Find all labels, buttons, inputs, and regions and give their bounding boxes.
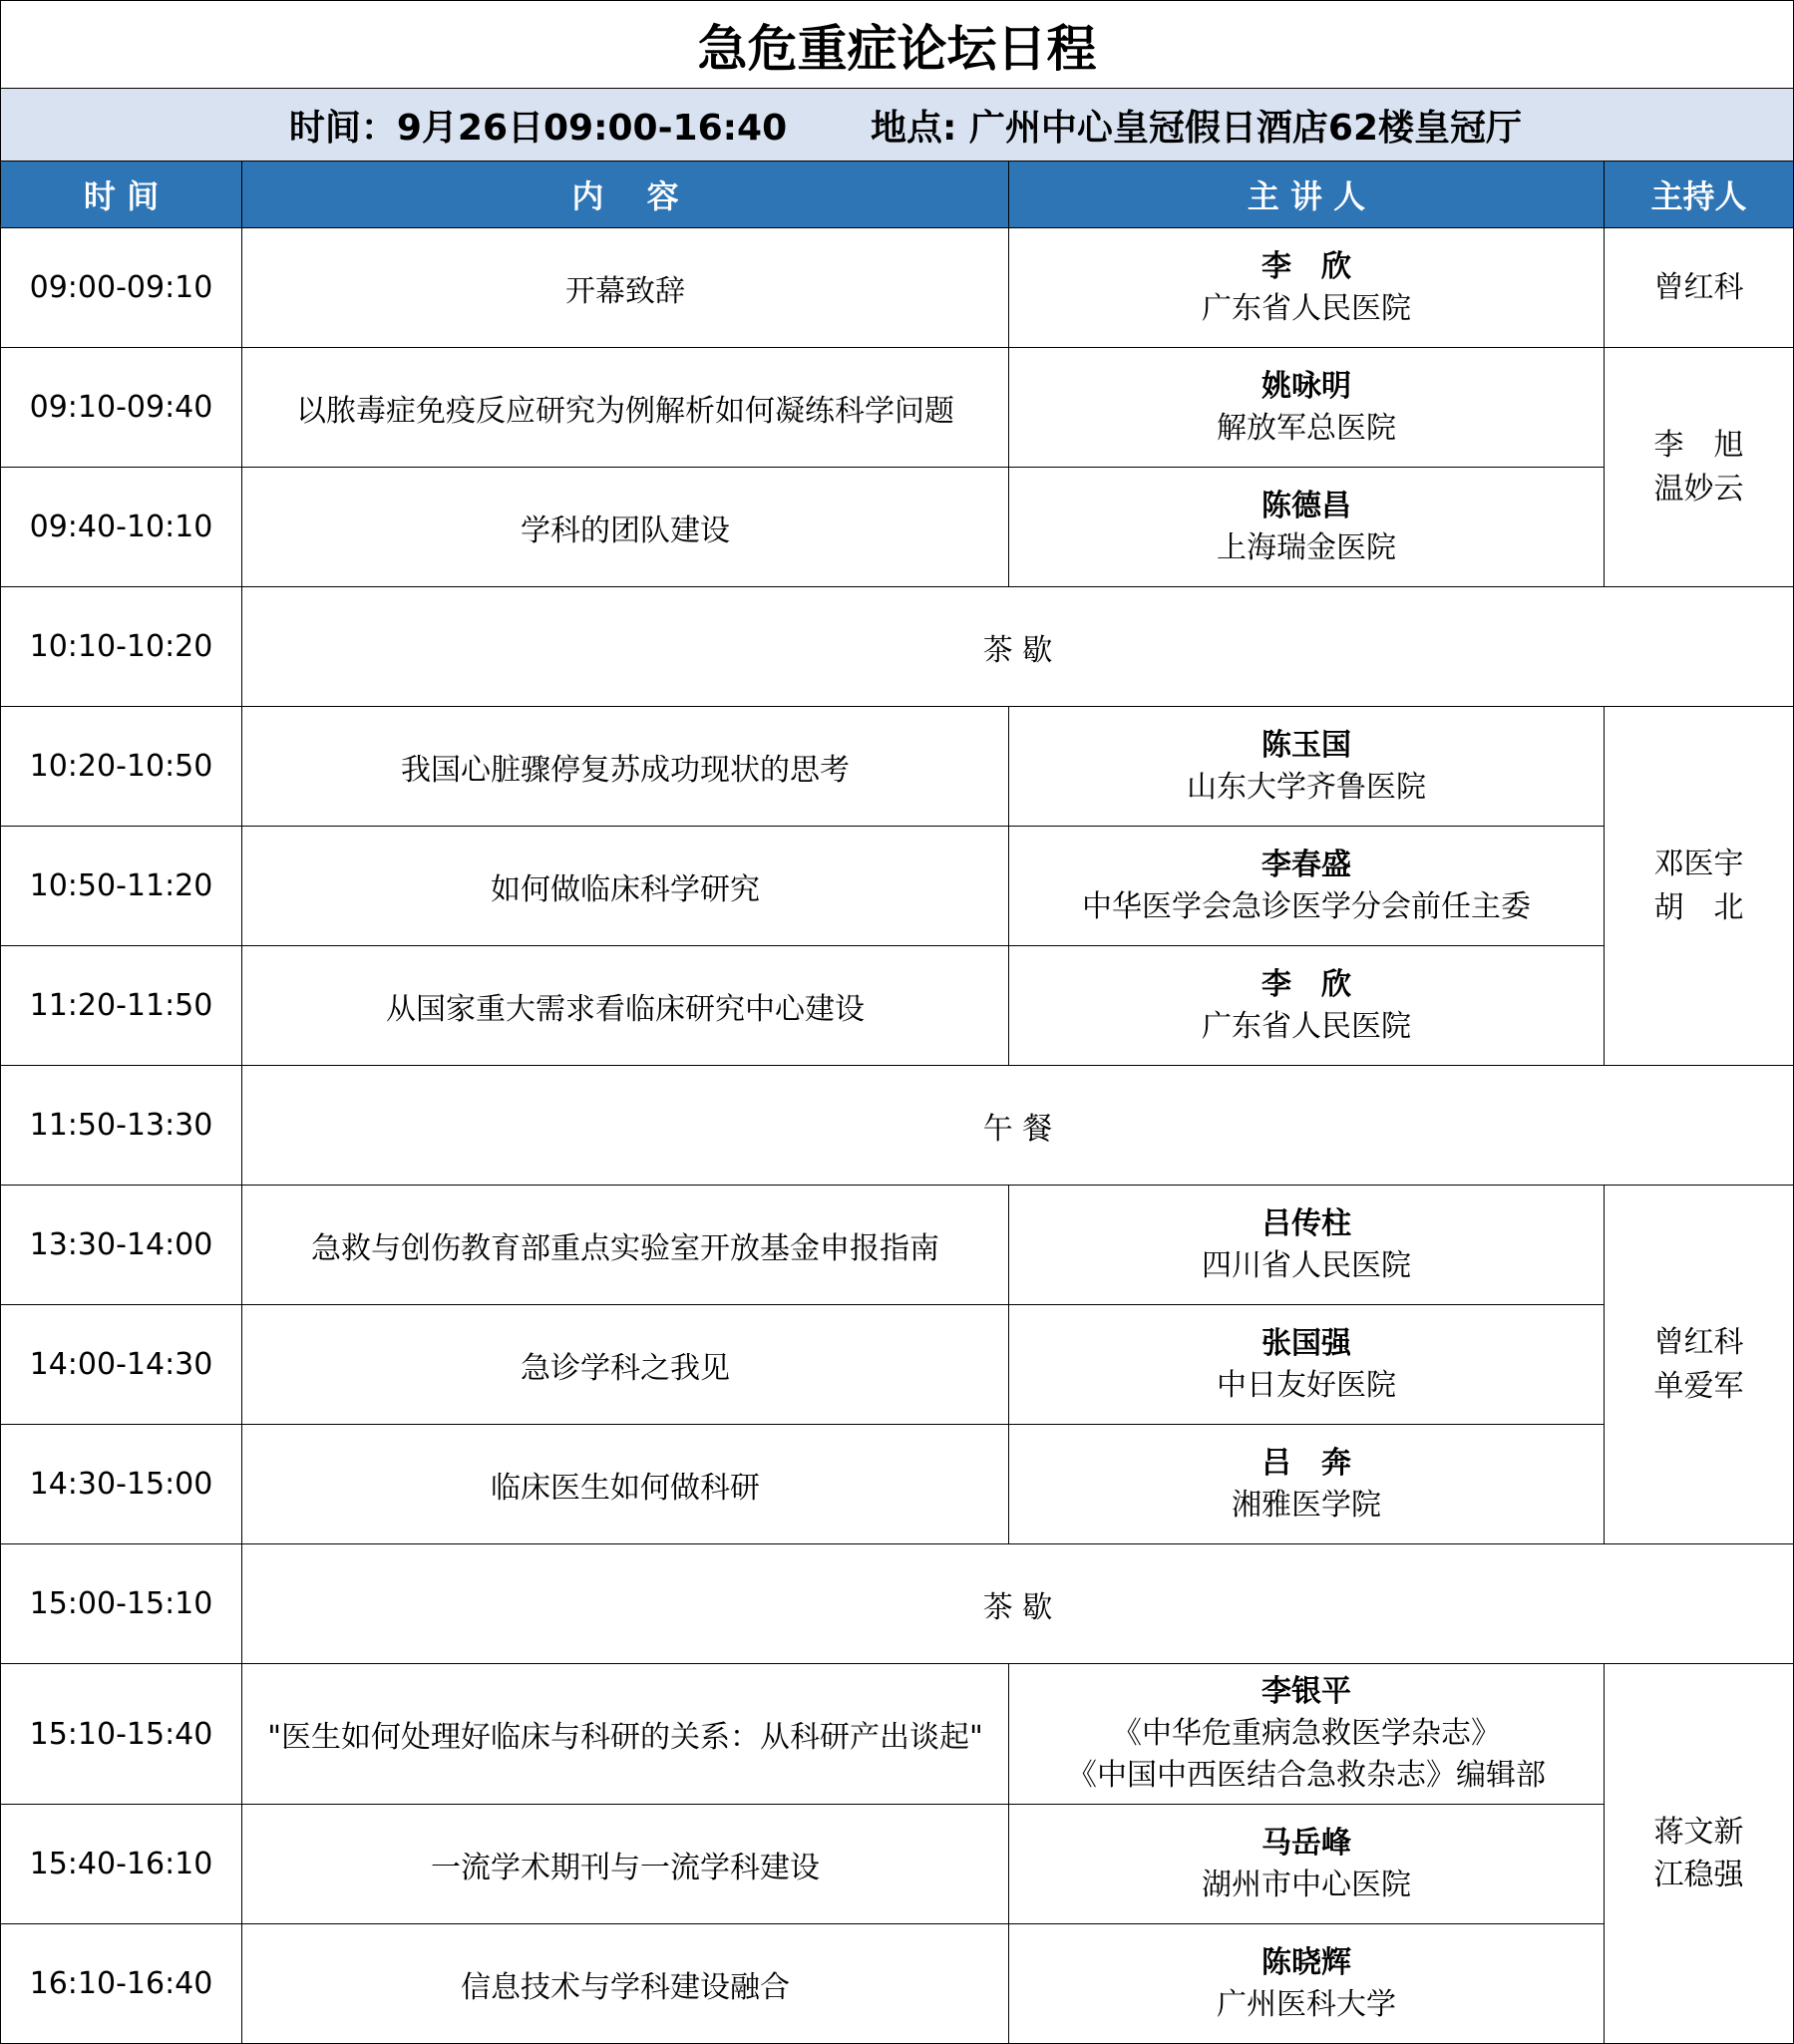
host-name: 单爱军 bbox=[1653, 1368, 1744, 1404]
table-row bbox=[1, 1305, 1794, 1425]
speaker-org: 《中国中西医结合急救杂志》编辑部 bbox=[1067, 1758, 1546, 1793]
table-row bbox=[1, 468, 1794, 587]
break-label: 茶 歇 bbox=[242, 1544, 1794, 1664]
session-host bbox=[1605, 228, 1794, 348]
speaker-name: 陈玉国 bbox=[1261, 727, 1351, 763]
header-host: 主持人 bbox=[1605, 162, 1794, 228]
speaker-name: 吕 奔 bbox=[1261, 1445, 1351, 1481]
session-topic: 急救与创伤教育部重点实验室开放基金申报指南 bbox=[242, 1186, 1009, 1305]
session-topic: 学科的团队建设 bbox=[242, 468, 1009, 587]
session-speaker bbox=[1009, 946, 1605, 1066]
speaker-org: 《中华危重病急救医学杂志》 bbox=[1112, 1716, 1501, 1751]
session-time: 11:50-13:30 bbox=[1, 1066, 242, 1186]
session-topic: 一流学术期刊与一流学科建设 bbox=[242, 1805, 1009, 1924]
session-time: 13:30-14:00 bbox=[1, 1186, 242, 1305]
session-speaker bbox=[1009, 468, 1605, 587]
host-name: 蒋文新 bbox=[1653, 1814, 1744, 1850]
speaker-org: 广州医科大学 bbox=[1217, 1986, 1396, 2022]
session-time: 15:10-15:40 bbox=[1, 1664, 242, 1805]
speaker-org: 湘雅医学院 bbox=[1232, 1487, 1381, 1523]
session-speaker bbox=[1009, 228, 1605, 348]
session-time: 15:40-16:10 bbox=[1, 1805, 242, 1924]
break-label: 茶 歇 bbox=[242, 587, 1794, 707]
session-time: 10:50-11:20 bbox=[1, 827, 242, 946]
speaker-name: 吕传柱 bbox=[1261, 1205, 1351, 1241]
speaker-name: 马岳峰 bbox=[1261, 1825, 1351, 1861]
session-time: 14:00-14:30 bbox=[1, 1305, 242, 1425]
speaker-org: 四川省人民医院 bbox=[1202, 1247, 1411, 1283]
session-speaker bbox=[1009, 1425, 1605, 1544]
table-row bbox=[1, 946, 1794, 1066]
session-time: 09:10-09:40 bbox=[1, 348, 242, 468]
session-topic: 急诊学科之我见 bbox=[242, 1305, 1009, 1425]
speaker-name: 李春盛 bbox=[1261, 847, 1351, 882]
speaker-name: 姚咏明 bbox=[1261, 368, 1351, 404]
host-name: 江稳强 bbox=[1653, 1858, 1744, 1892]
session-time: 10:20-10:50 bbox=[1, 707, 242, 827]
speaker-org: 解放军总医院 bbox=[1217, 410, 1396, 446]
session-time: 15:00-15:10 bbox=[1, 1544, 242, 1664]
speaker-org: 广东省人民医院 bbox=[1202, 1008, 1411, 1044]
session-speaker bbox=[1009, 1186, 1605, 1305]
session-speaker bbox=[1009, 707, 1605, 827]
speaker-org: 上海瑞金医院 bbox=[1217, 529, 1396, 565]
page-title: 急危重症论坛日程 bbox=[1, 1, 1794, 89]
host-name: 胡 北 bbox=[1653, 889, 1744, 925]
host-name: 曾红科 bbox=[1653, 269, 1744, 305]
session-speaker bbox=[1009, 1924, 1605, 2044]
event-info bbox=[1, 89, 1794, 162]
session-time: 09:40-10:10 bbox=[1, 468, 242, 587]
session-topic: 我国心脏骤停复苏成功现状的思考 bbox=[242, 707, 1009, 827]
session-topic: 临床医生如何做科研 bbox=[242, 1425, 1009, 1544]
table-row bbox=[1, 707, 1794, 827]
speaker-name: 张国强 bbox=[1261, 1325, 1351, 1361]
session-topic: 从国家重大需求看临床研究中心建设 bbox=[242, 946, 1009, 1066]
speaker-name: 陈德昌 bbox=[1261, 488, 1351, 523]
table-row bbox=[1, 1425, 1794, 1544]
speaker-org: 湖州市中心医院 bbox=[1202, 1867, 1411, 1902]
speaker-org: 中华医学会急诊医学分会前任主委 bbox=[1082, 888, 1531, 924]
host-name: 温妙云 bbox=[1653, 471, 1744, 507]
session-speaker bbox=[1009, 1305, 1605, 1425]
session-speaker bbox=[1009, 348, 1605, 468]
session-host bbox=[1605, 348, 1794, 587]
speaker-name: 李 欣 bbox=[1261, 248, 1351, 284]
speaker-org: 中日友好医院 bbox=[1217, 1367, 1396, 1403]
table-row bbox=[1, 1186, 1794, 1305]
break-row bbox=[1, 1544, 1794, 1664]
table-row bbox=[1, 1805, 1794, 1924]
table-row bbox=[1, 827, 1794, 946]
header-content: 内 容 bbox=[242, 162, 1009, 228]
speaker-name: 陈晓辉 bbox=[1261, 1944, 1351, 1980]
table-row bbox=[1, 1924, 1794, 2044]
session-host bbox=[1605, 707, 1794, 1066]
speaker-name: 李 欣 bbox=[1261, 966, 1351, 1002]
speaker-org: 广东省人民医院 bbox=[1202, 290, 1411, 326]
event-venue: 地点: 广州中心皇冠假日酒店62楼皇冠厅 bbox=[870, 107, 1523, 149]
speaker-org: 山东大学齐鲁医院 bbox=[1187, 769, 1426, 805]
session-topic: 如何做临床科学研究 bbox=[242, 827, 1009, 946]
speaker-name: 李银平 bbox=[1261, 1674, 1351, 1709]
session-topic: 信息技术与学科建设融合 bbox=[242, 1924, 1009, 2044]
session-topic: 开幕致辞 bbox=[242, 228, 1009, 348]
session-speaker bbox=[1009, 827, 1605, 946]
session-topic: 以脓毒症免疫反应研究为例解析如何凝练科学问题 bbox=[242, 348, 1009, 468]
header-speaker: 主 讲 人 bbox=[1009, 162, 1605, 228]
break-label: 午 餐 bbox=[242, 1066, 1794, 1186]
session-time: 14:30-15:00 bbox=[1, 1425, 242, 1544]
host-name: 邓医宇 bbox=[1653, 847, 1744, 881]
session-time: 11:20-11:50 bbox=[1, 946, 242, 1066]
session-speaker bbox=[1009, 1805, 1605, 1924]
session-host bbox=[1605, 1186, 1794, 1544]
header-time: 时 间 bbox=[1, 162, 242, 228]
session-host bbox=[1605, 1664, 1794, 2044]
break-row bbox=[1, 1066, 1794, 1186]
session-time: 09:00-09:10 bbox=[1, 228, 242, 348]
break-row bbox=[1, 587, 1794, 707]
session-time: 10:10-10:20 bbox=[1, 587, 242, 707]
session-topic: "医生如何处理好临床与科研的关系：从科研产出谈起" bbox=[242, 1664, 1009, 1805]
host-name: 李 旭 bbox=[1653, 428, 1744, 463]
session-time: 16:10-16:40 bbox=[1, 1924, 242, 2044]
host-name: 曾红科 bbox=[1653, 1325, 1744, 1360]
table-row bbox=[1, 1664, 1794, 1805]
event-time: 时间：9月26日09:00-16:40 bbox=[288, 107, 788, 149]
session-speaker bbox=[1009, 1664, 1605, 1805]
table-row bbox=[1, 228, 1794, 348]
table-row bbox=[1, 348, 1794, 468]
